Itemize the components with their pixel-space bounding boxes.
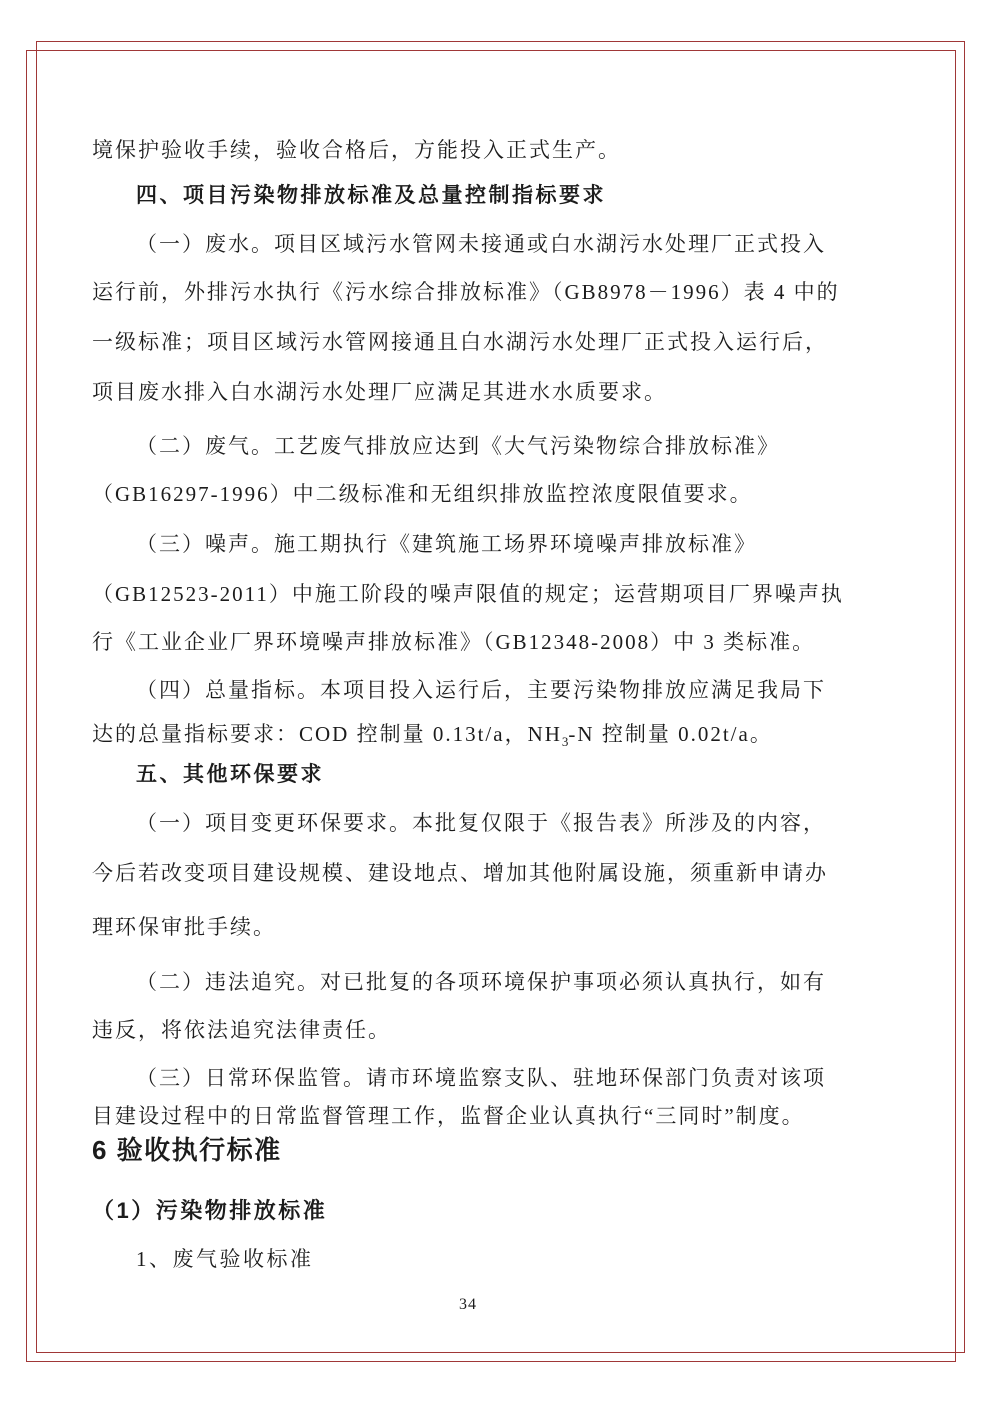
- cod-text-post: -N 控制量 0.02t/a。: [568, 722, 773, 746]
- para-noise-line-3: 行《工业企业厂界环境噪声排放标准》（GB12348-2008）中 3 类标准。: [92, 630, 816, 654]
- subsection-heading-pollutant-standards: （1）污染物排放标准: [92, 1198, 328, 1223]
- para-supervision-line-1: （三）日常环保监管。请市环境监察支队、驻地环保部门负责对该项: [136, 1066, 826, 1090]
- section-heading-4: 四、项目污染物排放标准及总量控制指标要求: [136, 184, 606, 207]
- para-wastewater-line-2: 运行前，外排污水执行《污水综合排放标准》（GB8978－1996）表 4 中的: [92, 280, 840, 304]
- para-total-quota-line-1: （四）总量指标。本项目投入运行后，主要污染物排放应满足我局下: [136, 678, 826, 702]
- para-total-quota-line-2: [92, 719, 916, 757]
- chapter-heading-6: 6 验收执行标准: [92, 1135, 282, 1165]
- para-noise-line-2: （GB12523-2011）中施工阶段的噪声限值的规定；运营期项目厂界噪声执: [92, 582, 844, 606]
- para-noise-line-1: （三）噪声。施工期执行《建筑施工场界环境噪声排放标准》: [136, 532, 757, 556]
- body-line-continuation: 境保护验收手续，验收合格后，方能投入正式生产。: [92, 138, 621, 162]
- nh3-subscript: 3: [561, 734, 569, 749]
- page-number: 34: [459, 1296, 477, 1313]
- para-wastewater-line-4: 项目废水排入白水湖污水处理厂应满足其进水水质要求。: [92, 380, 667, 404]
- para-change-line-1: （一）项目变更环保要求。本批复仅限于《报告表》所涉及的内容，: [136, 811, 826, 835]
- para-change-line-2: 今后若改变项目建设规模、建设地点、增加其他附属设施，须重新申请办: [92, 861, 828, 885]
- para-supervision-line-2: 目建设过程中的日常监督管理工作，监督企业认真执行“三同时”制度。: [92, 1104, 805, 1128]
- para-wastegas-line-1: （二）废气。工艺废气排放应达到《大气污染物综合排放标准》: [136, 434, 780, 458]
- cod-text-pre: 达的总量指标要求：COD 控制量 0.13t/a，NH: [92, 722, 562, 746]
- item-heading-wastegas-acceptance: 1、废气验收标准: [136, 1247, 314, 1271]
- para-wastewater-line-3: 一级标准；项目区域污水管网接通且白水湖污水处理厂正式投入运行后，: [92, 330, 828, 354]
- para-violation-line-2: 违反，将依法追究法律责任。: [92, 1018, 391, 1042]
- para-change-line-3: 理环保审批手续。: [92, 915, 276, 939]
- para-wastegas-line-2: （GB16297-1996）中二级标准和无组织排放监控浓度限值要求。: [92, 482, 753, 506]
- para-wastewater-line-1: （一）废水。项目区域污水管网未接通或白水湖污水处理厂正式投入: [136, 232, 826, 256]
- para-violation-line-1: （二）违法追究。对已批复的各项环境保护事项必须认真执行，如有: [136, 970, 826, 994]
- section-heading-5: 五、其他环保要求: [136, 763, 324, 786]
